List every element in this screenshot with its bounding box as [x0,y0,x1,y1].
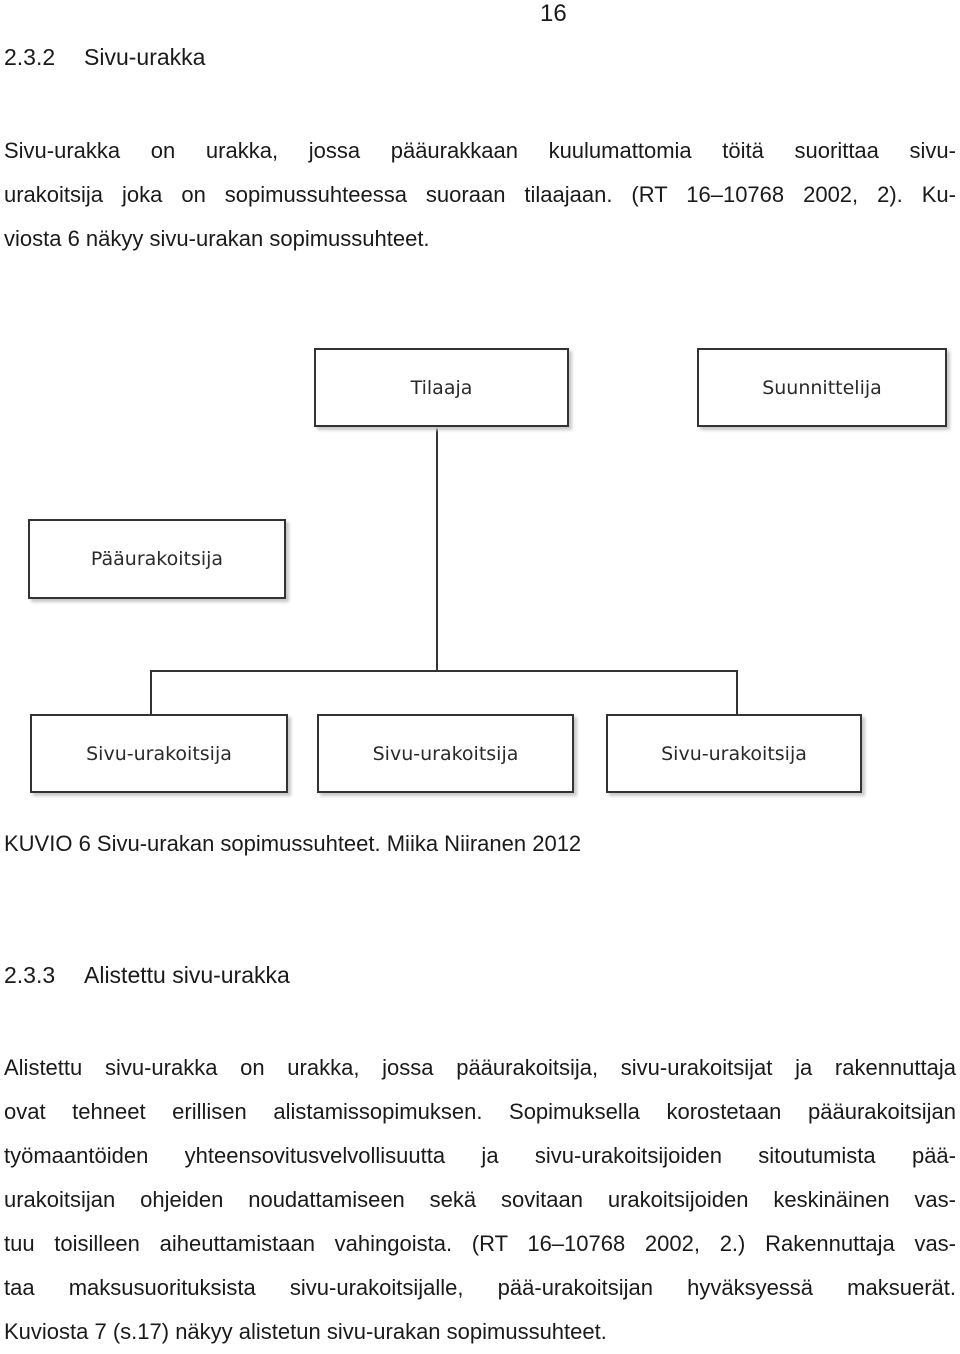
connector-line [150,670,738,672]
paragraph-line: Alistettu sivu-urakka on urakka, jossa pääurakoitsija, sivu-urakoitsijat ja rakennuttaja [4,1055,956,1080]
paragraph-line: urakoitsija joka on sopimussuhteessa suoraan tilaajaan. (RT 16–10768 2002, 2). Ku- [4,182,956,207]
paragraph-line: ovat tehneet erillisen alistamissopimuksen. Sopimuksella korostetaan pääurakoitsijan [4,1099,956,1124]
figure-caption: KUVIO 6 Sivu-urakan sopimussuhteet. Miika Niiranen 2012 [4,831,582,856]
section-number: 2.3.2 [4,44,56,70]
section-heading-2-3-3 [4,962,290,989]
box-paaurakoitsija: Pääurakoitsija [28,519,286,599]
paragraph-line: Kuviosta 7 (s.17) näkyy alistetun sivu-urakan sopimussuhteet. [4,1319,607,1344]
connector-line [436,425,438,671]
paragraph-sivu-urakka [4,129,956,261]
paragraph-line: Sivu-urakka on urakka, jossa pääurakkaan kuulumattomia töitä suorittaa sivu- [4,138,956,163]
paragraph-line: viosta 6 näkyy sivu-urakan sopimussuhteet. [4,226,430,251]
box-suunnittelija: Suunnittelija [697,348,947,427]
box-sivu-urakoitsija-2: Sivu-urakoitsija [317,714,574,793]
section-title: Sivu-urakka [84,44,206,70]
box-sivu-urakoitsija-1: Sivu-urakoitsija [30,714,288,793]
paragraph-line: työmaantöiden yhteensovitusvelvollisuutta ja sivu-urakoitsijoiden sitoutumista pää- [4,1143,956,1168]
page-number: 16 [540,0,567,27]
connector-line [150,670,152,714]
box-sivu-urakoitsija-3: Sivu-urakoitsija [606,714,862,793]
paragraph-line: urakoitsijan ohjeiden noudattamiseen sekä sovitaan urakoitsijoiden keskinäinen vas- [4,1187,956,1212]
paragraph-line: tuu toisilleen aiheuttamistaan vahingoista. (RT 16–10768 2002, 2.) Rakennuttaja vas- [4,1231,956,1256]
paragraph-alistettu-sivu-urakka [4,1046,956,1354]
section-heading-2-3-2 [4,44,205,71]
paragraph-line: taa maksusuorituksista sivu-urakoitsijalle, pää-urakoitsijan hyväksyessä maksuerät. [4,1275,956,1300]
section-title: Alistettu sivu-urakka [84,962,290,988]
connector-line [736,670,738,714]
box-tilaaja: Tilaaja [314,348,569,427]
section-number: 2.3.3 [4,962,56,988]
